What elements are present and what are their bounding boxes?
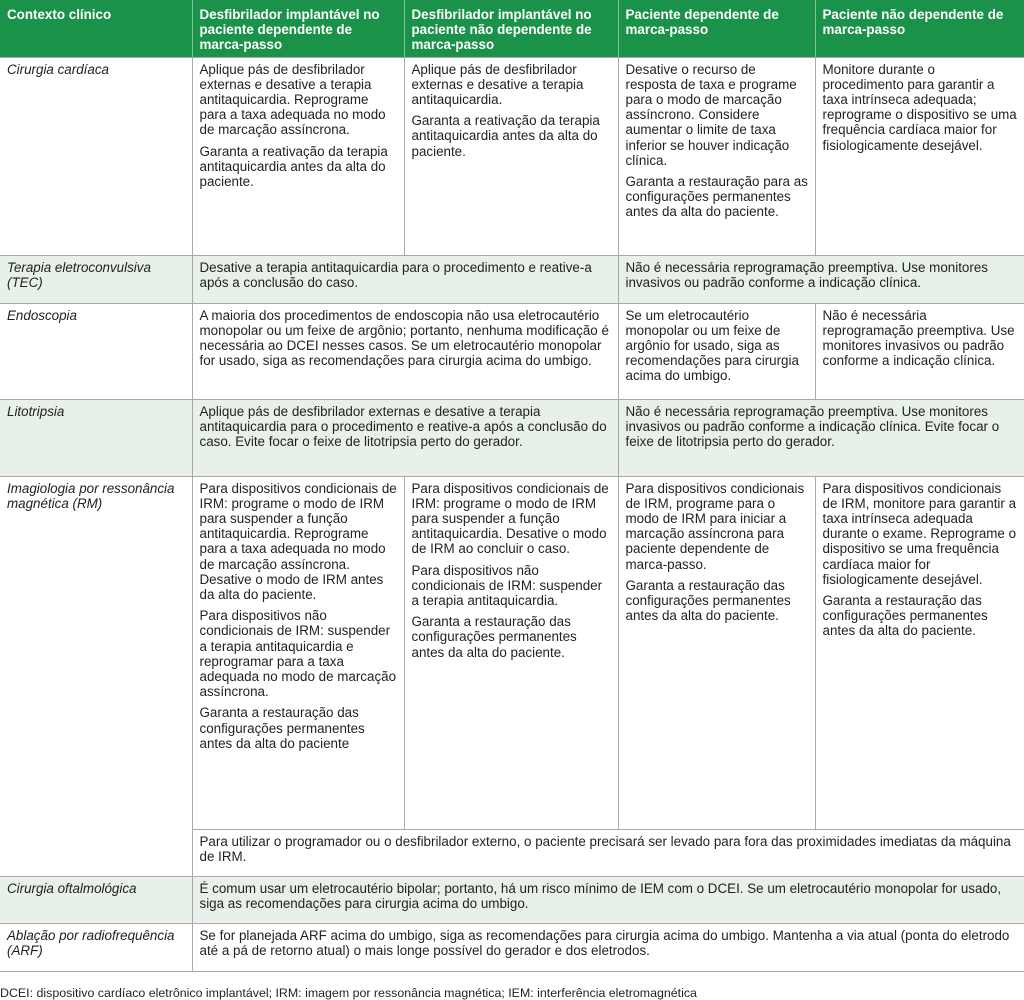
cell-paragraph: Garanta a restauração das configurações permanentes antes da alta do paciente. xyxy=(822,593,988,639)
table-row xyxy=(0,303,1024,399)
table-row xyxy=(0,876,1024,923)
header-icd-dependent: Desfibrilador implantável no paciente dependente de marca-passo xyxy=(192,0,404,57)
row-context: Cirurgia oftalmológica xyxy=(0,876,192,923)
cell-paragraph: Garanta a restauração das configurações permanentes antes da alta do paciente. xyxy=(411,614,577,660)
table-row xyxy=(0,399,1024,476)
table-cell: É comum usar um eletrocautério bipolar; portanto, há um risco mínimo de IEM com o DCEI. Se um eletrocautério monopolar for usado, siga as recomendações para cirurgia acima do umbigo. xyxy=(192,876,1024,923)
table-cell: Se um eletrocautério monopolar ou um feixe de argônio for usado, siga as recomendações para cirurgia acima do umbigo. xyxy=(618,303,815,399)
table-cell: Para utilizar o programador ou o desfibrilador externo, o paciente precisará ser levado para fora das proximidades imediatas da máquina de IRM. xyxy=(192,829,1024,876)
header-pacer-dependent: Paciente dependente de marca-passo xyxy=(618,0,815,57)
table-cell xyxy=(618,57,815,255)
table-cell xyxy=(815,476,1024,829)
cell-paragraph: Garanta a restauração das configurações permanentes antes da alta do paciente xyxy=(199,705,365,751)
cell-paragraph: Para dispositivos condicionais de IRM, monitore para garantir a taxa intrínseca adequada durante o exame. Reprograme o dispositivo se uma frequência cardíaca maior for fisiologicamente desejável. xyxy=(822,480,1017,587)
cell-paragraph: Desative o recurso de resposta de taxa e programe para o modo de marcação assíncrono. Considere aumentar o limite de taxa inferior se houver indicação clínica. xyxy=(625,61,797,168)
header-icd-not-dependent: Desfibrilador implantável no paciente não dependente de marca-passo xyxy=(404,0,618,57)
table-row xyxy=(0,255,1024,303)
cell-paragraph: Garanta a restauração das configurações permanentes antes da alta do paciente. xyxy=(625,577,791,624)
cell-paragraph: Monitore durante o procedimento para garantir a taxa intrínseca adequada; reprograme o dispositivo se uma frequência cardíaca maior for fisiologicamente desejável. xyxy=(822,61,1017,153)
table-cell: Aplique pás de desfibrilador externas e desative a terapia antitaquicardia para o procedimento e reative-a após a conclusão do caso. Evite focar o feixe de litotripsia perto do gerador. xyxy=(192,399,618,476)
cell-paragraph: Para dispositivos não condicionais de IRM: suspender a terapia antitaquicardia e reprogramar para a taxa adequada no modo de marcação assíncrona. xyxy=(199,608,397,700)
table-cell: Não é necessária reprogramação preemptiva. Use monitores invasivos ou padrão conforme a indicação clínica. xyxy=(618,255,1024,303)
cell-paragraph: Para dispositivos não condicionais de IRM: suspender a terapia antitaquicardia. xyxy=(411,562,603,609)
table-cell: Não é necessária reprogramação preemptiva. Use monitores invasivos ou padrão conforme a indicação clínica. xyxy=(815,303,1024,399)
row-context: Cirurgia cardíaca xyxy=(0,57,192,255)
header-pacer-not-dependent: Paciente não dependente de marca-passo xyxy=(815,0,1024,57)
table-cell xyxy=(192,476,404,829)
table-cell xyxy=(815,57,1024,255)
table-cell xyxy=(404,476,618,829)
row-context: Terapia eletroconvulsiva (TEC) xyxy=(0,255,192,303)
cell-paragraph: Para dispositivos condicionais de IRM: programe o modo de IRM para suspender a função antitaquicardia. Reprograme para a taxa adequada no modo de marcação assíncrona. Desative o modo de IRM antes da alta do paciente. xyxy=(199,480,397,603)
table-cell xyxy=(192,57,404,255)
cell-paragraph: Garanta a reativação da terapia antitaquicardia antes da alta do paciente. xyxy=(199,143,388,190)
table-cell xyxy=(618,476,815,829)
table-cell: Se for planejada ARF acima do umbigo, siga as recomendações para cirurgia acima do umbigo. Mantenha a via atual (ponta do eletrodo até a pá de retorno atual) o mais longe possível do gerador e dos eletrodos. xyxy=(192,923,1024,971)
table-cell xyxy=(404,57,618,255)
cell-paragraph: Garanta a restauração para as configurações permanentes antes da alta do paciente. xyxy=(625,174,808,220)
cell-paragraph: Para dispositivos condicionais de IRM: programe o modo de IRM para suspender a função antitaquicardia. Desative o modo de IRM ao concluir o caso. xyxy=(411,480,609,557)
table-cell: A maioria dos procedimentos de endoscopia não usa eletrocautério monopolar ou um feixe de argônio; portanto, nenhuma modificação é necessária ao DCEI nesses casos. Se um eletrocautério monopolar for usado, siga as recomendações para cirurgia acima do umbigo. xyxy=(192,303,618,399)
cell-paragraph: Para dispositivos condicionais de IRM, programe para o modo de IRM para iniciar a marcação assíncrona para paciente dependente de marca-passo. xyxy=(625,480,805,572)
table-cell: Desative a terapia antitaquicardia para o procedimento e reative-a após a conclusão do caso. xyxy=(192,255,618,303)
table-row xyxy=(0,476,1024,829)
cell-paragraph: Aplique pás de desfibrilador externas e desative a terapia antitaquicardia. xyxy=(411,61,584,108)
row-context: Endoscopia xyxy=(0,303,192,399)
table-cell: Não é necessária reprogramação preemptiva. Use monitores invasivos ou padrão conforme a indicação clínica. Evite focar o feixe de litotripsia perto do gerador. xyxy=(618,399,1024,476)
header-context: Contexto clínico xyxy=(0,0,192,57)
footnote: DCEI: dispositivo cardíaco eletrônico implantável; IRM: imagem por ressonância magnética; IEM: interferência eletromagnética xyxy=(0,985,697,1000)
row-context: Imagiologia por ressonância magnética (RM) xyxy=(0,476,192,876)
cell-paragraph: Aplique pás de desfibrilador externas e desative a terapia antitaquicardia. Reprograme para a taxa adequada no modo de marcação assíncrona. xyxy=(199,61,386,138)
row-context: Litotripsia xyxy=(0,399,192,476)
table-row xyxy=(0,923,1024,971)
header-row xyxy=(0,0,1024,57)
cell-paragraph: Garanta a reativação da terapia antitaquicardia antes da alta do paciente. xyxy=(411,113,600,159)
table-row xyxy=(0,57,1024,255)
row-context: Ablação por radiofrequência (ARF) xyxy=(0,923,192,971)
